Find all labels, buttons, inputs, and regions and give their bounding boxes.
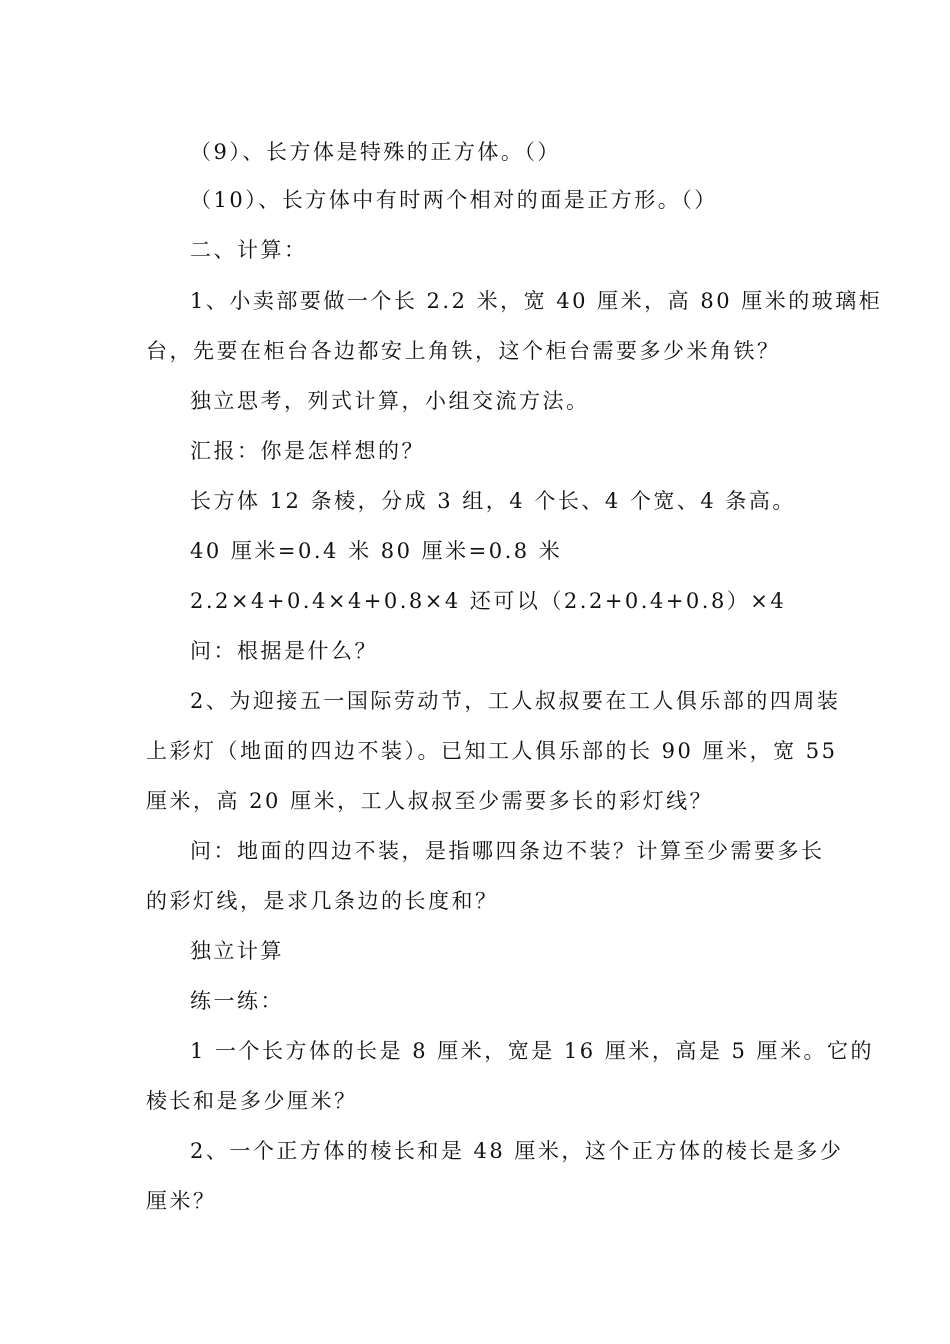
edges-explanation: 长方体 12 条棱，分成 3 组，4 个长、4 个宽、4 条高。: [190, 489, 796, 513]
problem-2-line-2: 上彩灯（地面的四边不装）。已知工人俱乐部的长 90 厘米，宽 55: [146, 739, 838, 763]
instruction-think: 独立思考，列式计算，小组交流方法。: [190, 389, 590, 413]
instruction-independent: 独立计算: [190, 939, 284, 963]
problem-2-line-3: 厘米，高 20 厘米，工人叔叔至少需要多长的彩灯线？: [146, 789, 714, 813]
practice-1-line-2: 棱长和是多少厘米？: [146, 1089, 358, 1113]
report-prompt: 汇报：你是怎样想的？: [190, 439, 425, 463]
formula-line: 2.2×4+0.4×4+0.8×4 还可以（2.2+0.4+0.8）×4: [190, 589, 787, 613]
practice-2-line-2: 厘米？: [146, 1189, 217, 1213]
section-heading-calculation: 二、计算：: [190, 238, 308, 262]
question-10: （10）、长方体中有时两个相对的面是正方形。（）: [190, 188, 718, 212]
question-ground-line-2: 的彩灯线，是求几条边的长度和？: [146, 889, 499, 913]
problem-1-line-2: 台，先要在柜台各边都安上角铁，这个柜台需要多少米角铁？: [146, 339, 781, 363]
problem-1-line-1: 1、小卖部要做一个长 2.2 米，宽 40 厘米，高 80 厘米的玻璃柜: [190, 289, 883, 313]
question-basis: 问：根据是什么？: [190, 639, 378, 663]
practice-1-line-1: 1 一个长方体的长是 8 厘米，宽是 16 厘米，高是 5 厘米。它的: [190, 1039, 875, 1063]
practice-heading: 练一练：: [190, 989, 284, 1013]
problem-2-line-1: 2、为迎接五一国际劳动节，工人叔叔要在工人俱乐部的四周装: [190, 689, 841, 713]
question-ground-line-1: 问：地面的四边不装，是指哪四条边不装？计算至少需要多长: [190, 839, 825, 863]
practice-2-line-1: 2、一个正方体的棱长和是 48 厘米，这个正方体的棱长是多少: [190, 1139, 844, 1163]
question-9: （9）、长方体是特殊的正方体。（）: [190, 140, 561, 164]
unit-conversion: 40 厘米=0.4 米 80 厘米=0.8 米: [190, 539, 563, 563]
